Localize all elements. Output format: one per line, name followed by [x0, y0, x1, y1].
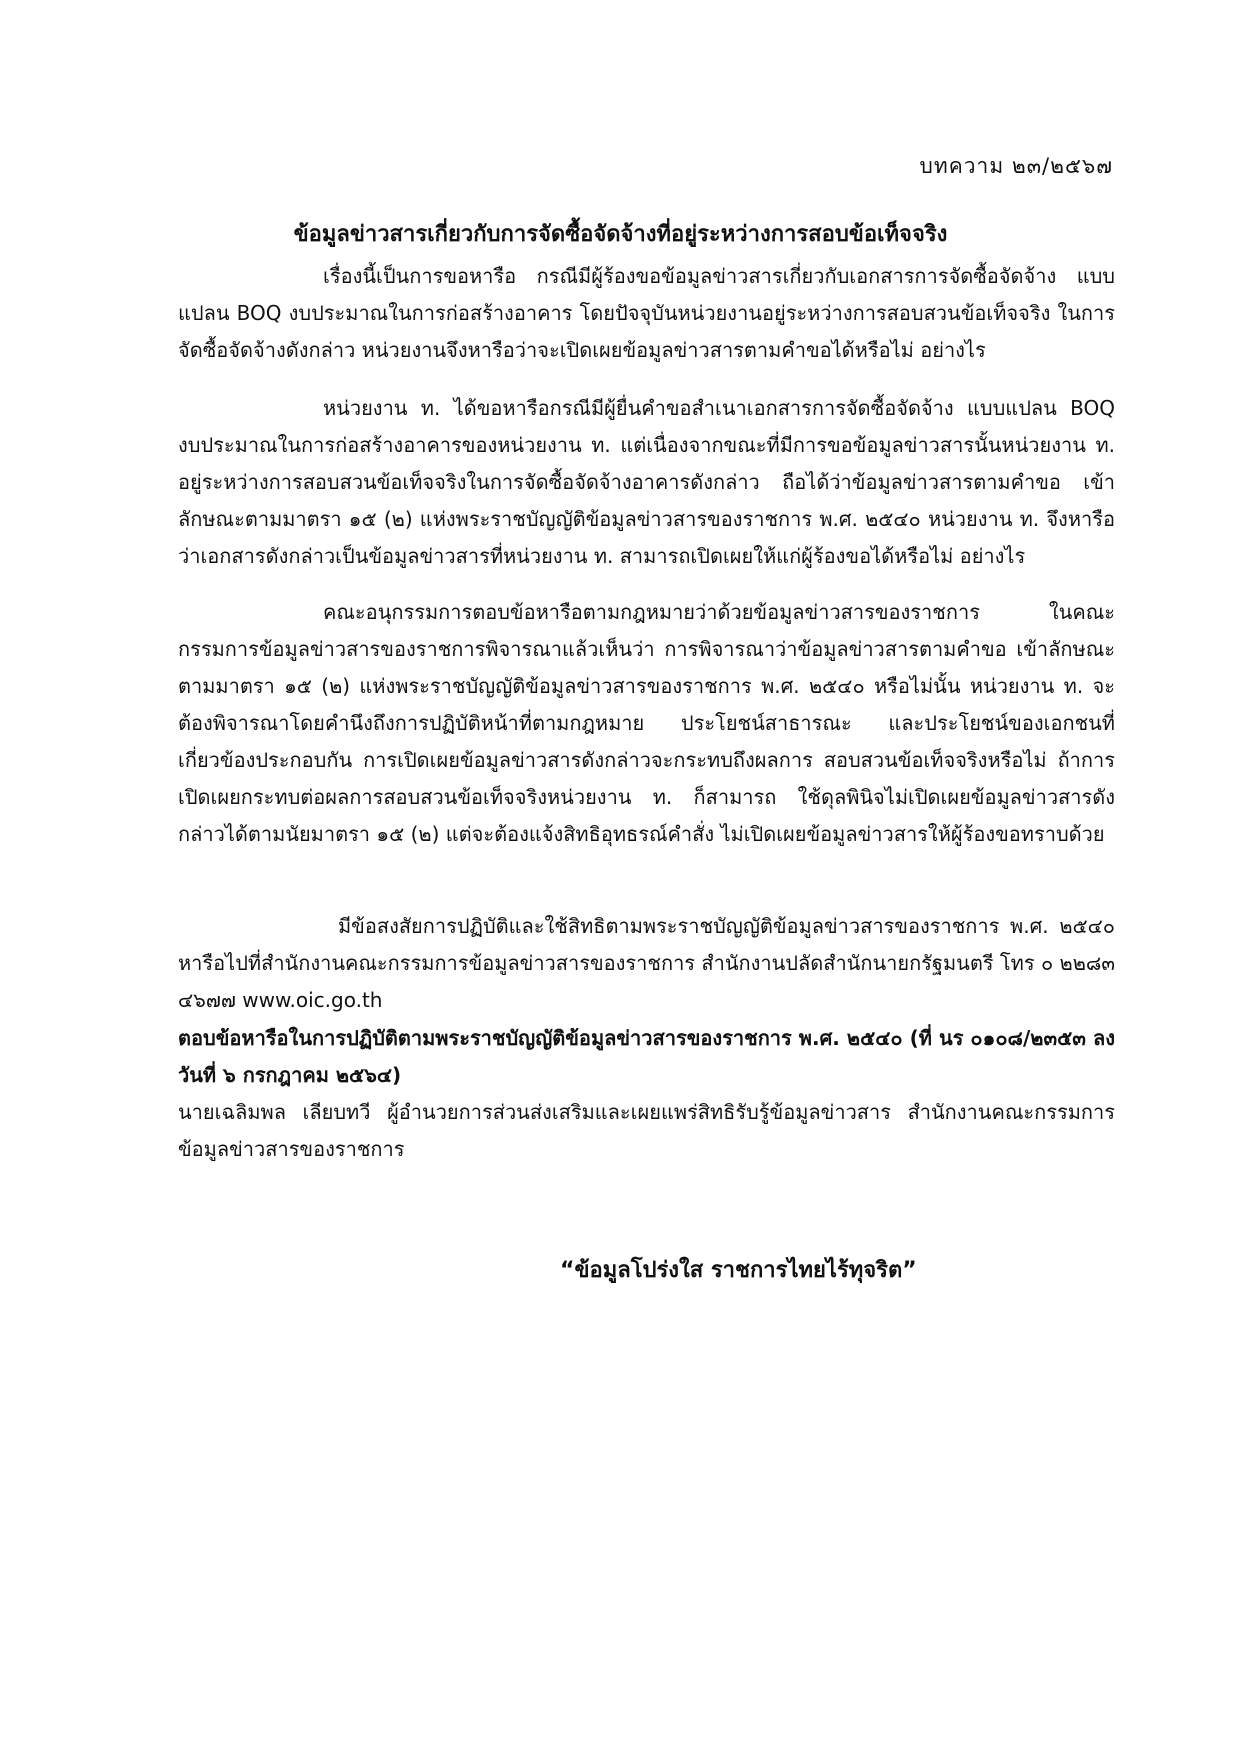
- paragraph-text: คณะอนุกรรมการตอบข้อหารือตามกฎหมายว่าด้วยข้อมูลข่าวสารของราชการ ในคณะกรรมการข้อมูลข่าวสารของราชการพิจารณาแล้วเห็นว่า การพิจารณาว่าข้อมูลข่าวสารตามคำขอ เข้าลักษณะตามมาตรา ๑๕ (๒) แห่งพระราชบัญญัติข้อมูลข่าวสารของราชการ พ.ศ. ๒๕๔๐ หรือไม่นั้น หน่วยงาน ท. จะต้องพิจารณาโดยคำนึงถึงการปฏิบัติหน้าที่ตามกฎหมาย ประโยชน์สาธารณะ และประโยชน์ของเอกชนที่เกี่ยวข้องประกอบกัน การเปิดเผยข้อมูลข่าวสารดังกล่าวจะกระทบถึงผลการ สอบสวนข้อเท็จจริงหรือไม่ ถ้าการเปิดเผยกระทบต่อผลการสอบสวนข้อเท็จจริงหน่วยงาน ท. ก็สามารถ ใช้ดุลพินิจไม่เปิดเผยข้อมูลข่าวสารดังกล่าวได้ตามนัยมาตรา ๑๕ (๒) แต่จะต้องแจ้งสิทธิอุทธรณ์คำสั่ง ไม่เปิดเผยข้อมูลข่าวสารให้ผู้ร้องขอทราบด้วย: [178, 600, 1115, 846]
- document-title: ข้อมูลข่าวสารเกี่ยวกับการจัดซื้อจัดจ้างที่อยู่ระหว่างการสอบข้อเท็จจริง: [293, 222, 948, 247]
- paragraph-text: หน่วยงาน ท. ได้ขอหารือกรณีมีผู้ยื่นคำขอสำเนาเอกสารการจัดซื้อจัดจ้าง แบบแปลน BOQ งบประมาณในการก่อสร้างอาคารของหน่วยงาน ท. แต่เนื่องจากขณะที่มีการขอข้อมูลข่าวสารนั้นหน่วยงาน ท. อยู่ระหว่างการสอบสวนข้อเท็จจริงในการจัดซื้อจัดจ้างอาคารดังกล่าว ถือได้ว่าข้อมูลข่าวสารตามคำขอ เข้าลักษณะตามมาตรา ๑๕ (๒) แห่งพระราชบัญญัติข้อมูลข่าวสารของราชการ พ.ศ. ๒๕๔๐ หน่วยงาน ท. จึงหารือว่าเอกสารดังกล่าวเป็นข้อมูลข่าวสารที่หน่วยงาน ท. สามารถเปิดเผยให้แก่ผู้ร้องขอได้หรือไม่ อย่างไร: [178, 396, 1115, 568]
- reference-block: [178, 1020, 1115, 1168]
- author-text: นายเฉลิมพล เลียบทวี ผู้อำนวยการส่วนส่งเสริมและเผยแพร่สิทธิรับรู้ข้อมูลข่าวสาร สำนักงานคณะกรรมการ ข้อมูลข่าวสารของราชการ: [178, 1100, 1115, 1161]
- reference-text: ตอบข้อหารือในการปฏิบัติตามพระราชบัญญัติข้อมูลข่าวสารของราชการ พ.ศ. ๒๕๔๐ (ที่ นร ๐๑๐๘/๒๓๕๓ ลงวันที่ ๖ กรกฎาคม ๒๕๖๔): [178, 1026, 1115, 1087]
- paragraph-3: [178, 594, 1115, 853]
- slogan: “ข้อมูลโปร่งใส ราชการไทยไร้ทุจริต”: [560, 1258, 917, 1283]
- paragraph-text: มีข้อสงสัยการปฏิบัติและใช้สิทธิตามพระราชบัญญัติข้อมูลข่าวสารของราชการ พ.ศ. ๒๕๔๐ หารือไปที่สำนักงานคณะกรรมการข้อมูลข่าวสารของราชการ สำนักงานปลัดสำนักนายกรัฐมนตรี โทร ๐ ๒๒๘๓ ๔๖๗๗ www.oic.go.th: [178, 914, 1115, 1012]
- article-number: บทความ ๒๓/๒๕๖๗: [919, 154, 1113, 178]
- paragraph-4: [178, 908, 1115, 1019]
- paragraph-1: [178, 258, 1115, 369]
- paragraph-2: [178, 390, 1115, 575]
- paragraph-text: เรื่องนี้เป็นการขอหารือ กรณีมีผู้ร้องขอข้อมูลข่าวสารเกี่ยวกับเอกสารการจัดซื้อจัดจ้าง แบบแปลน BOQ งบประมาณในการก่อสร้างอาคาร โดยปัจจุบันหน่วยงานอยู่ระหว่างการสอบสวนข้อเท็จจริง ในการจัดซื้อจัดจ้างดังกล่าว หน่วยงานจึงหารือว่าจะเปิดเผยข้อมูลข่าวสารตามคำขอได้หรือไม่ อย่างไร: [178, 264, 1115, 362]
